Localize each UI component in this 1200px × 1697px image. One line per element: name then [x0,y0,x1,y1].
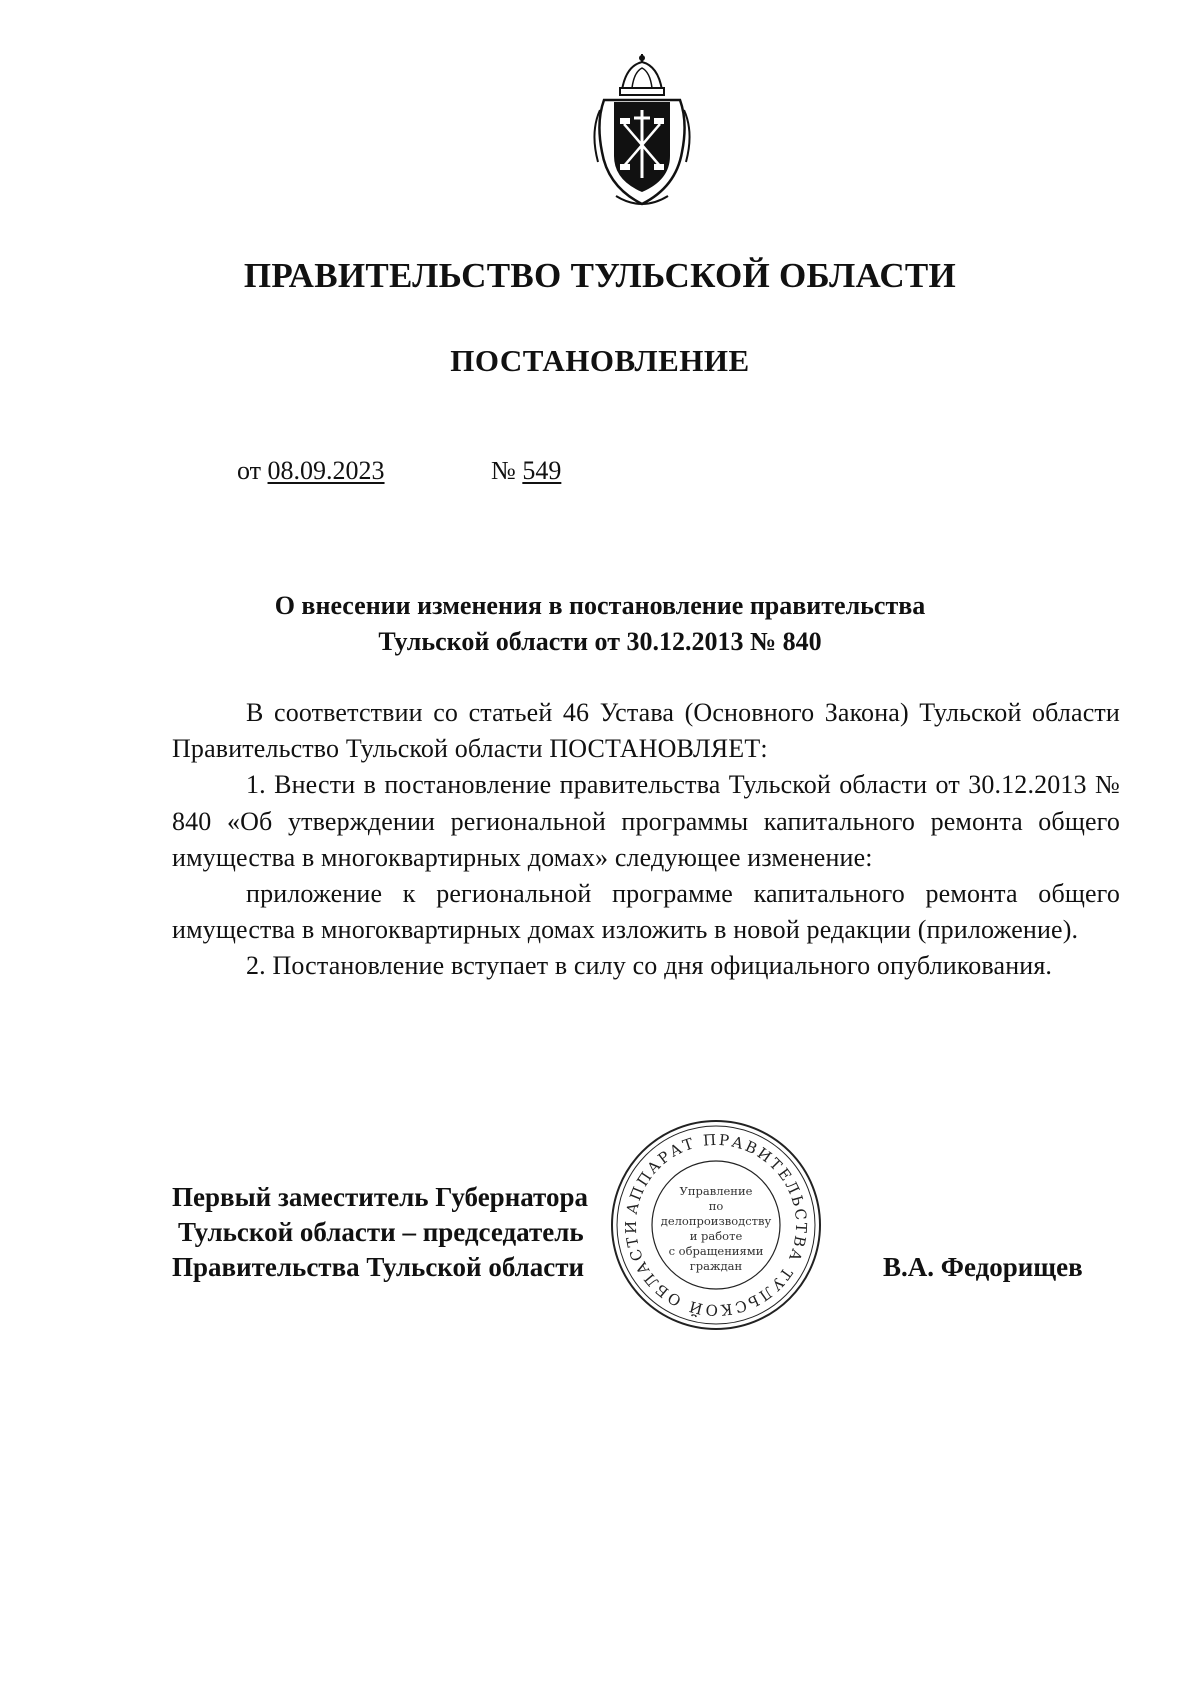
body-paragraph: 1. Внести в постановление правительства Тульской области от 30.12.2013 № 840 «Об утверждении региональной программы капитального ремонта общего имущества в многоквартирных домах» следующее изменение: [172,770,1120,872]
stamp-line: граждан [689,1259,743,1273]
position-line: Тульской области – председатель [178,1217,584,1247]
stamp-line: и работе [689,1229,743,1243]
body-paragraph: приложение к региональной программе капитального ремонта общего имущества в многоквартирных домах изложить в новой редакции (приложение). [172,879,1120,945]
document-date: 08.09.2023 [267,456,385,485]
stamp-line: с обращениями [668,1244,764,1258]
document-type-heading: ПОСТАНОВЛЕНИЕ [450,343,750,378]
subject-line-2: Тульской области от 30.12.2013 № 840 [378,627,822,656]
subject-line-1: О внесении изменения в постановление правительства [274,591,926,620]
official-stamp [608,1117,824,1333]
stamp-line: Управление [679,1184,753,1198]
document-number: 549 [522,456,562,485]
body-paragraph: 2. Постановление вступает в силу со дня официального опубликования. [246,951,1053,981]
document-date-number [237,458,561,484]
position-line: Правительства Тульской области [172,1252,585,1282]
position-line: Первый заместитель Губернатора [172,1182,588,1212]
signatory-name: В.А. Федорищев [883,1252,1083,1282]
number-prefix: № [491,456,523,485]
coat-of-arms-emblem [586,52,698,212]
svg-text:АППАРАТ ПРАВИТЕЛЬСТВА ТУЛЬСКОЙ: АППАРАТ ПРАВИТЕЛЬСТВА ТУЛЬСКОЙ ОБЛАСТИ [621,1130,811,1320]
document-subject [0,588,1200,660]
stamp-line: по делопроизводству [660,1199,772,1228]
body-paragraph: В соответствии со статьей 46 Устава (Основного Закона) Тульской области Правительство Тульской области ПОСТАНОВЛЯЕТ: [172,698,1120,764]
stamp-inner-text [660,1184,772,1274]
date-prefix: от [237,456,268,485]
document-body [172,695,1120,985]
signatory-position [172,1180,588,1285]
organization-title: ПРАВИТЕЛЬСТВО ТУЛЬСКОЙ ОБЛАСТИ [243,256,957,295]
